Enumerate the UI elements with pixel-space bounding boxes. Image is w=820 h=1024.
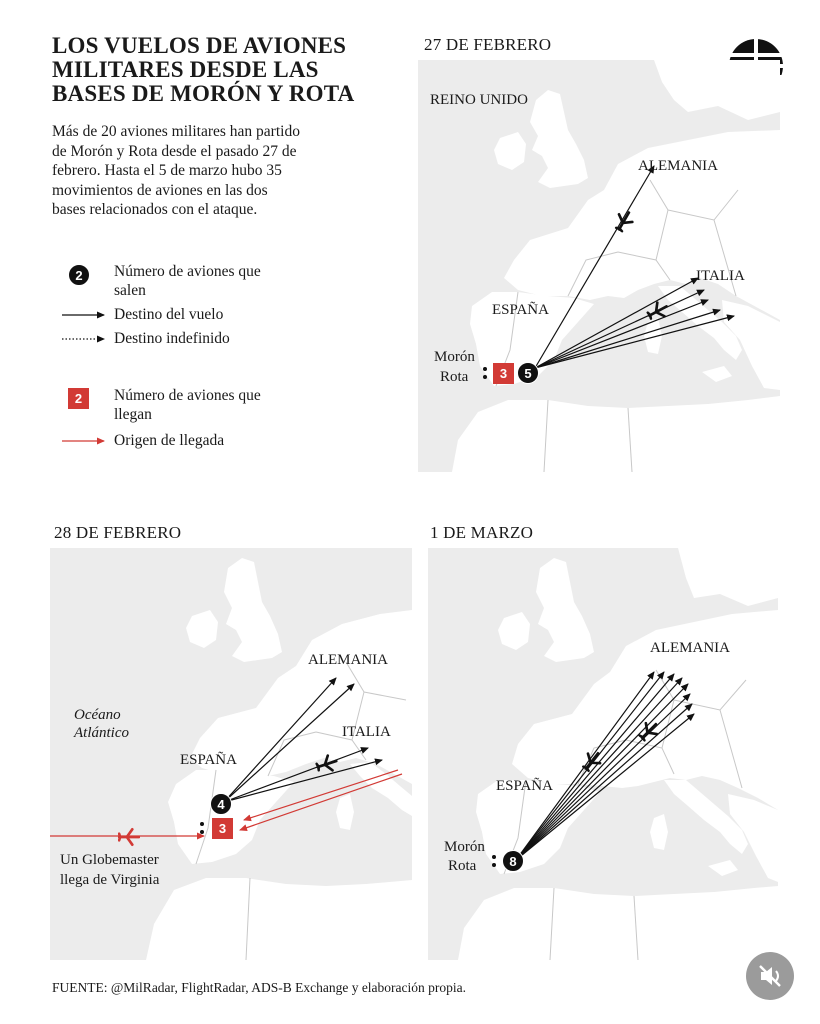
label-spain: ESPAÑA bbox=[492, 302, 549, 318]
map-mar1-title: 1 DE MARZO bbox=[430, 523, 534, 542]
globemaster-note bbox=[60, 850, 159, 890]
departures-count: 8 bbox=[502, 850, 524, 872]
label-moron: Morón bbox=[444, 839, 485, 855]
base-dots-icon bbox=[482, 366, 488, 380]
map-mar1 bbox=[428, 548, 778, 960]
label-spain: ESPAÑA bbox=[180, 752, 237, 768]
legend-undefined-dest-label: Destino indefinido bbox=[114, 330, 230, 347]
globemaster-note-line2: llega de Virginia bbox=[60, 872, 160, 888]
legend-flight-dest-label: Destino del vuelo bbox=[114, 306, 224, 323]
base-dots-icon bbox=[199, 821, 205, 835]
legend-arriving-label: Número de aviones que llegan bbox=[114, 387, 261, 423]
map-mar1-land bbox=[428, 548, 778, 960]
label-moron: Morón bbox=[434, 349, 475, 365]
map-feb27-title: 27 DE FEBRERO bbox=[424, 35, 552, 54]
legend-arriving-square: 2 bbox=[68, 388, 89, 409]
legend-departing-circle: 2 bbox=[68, 264, 90, 286]
speaker-muted-icon bbox=[746, 952, 794, 1000]
mute-button[interactable] bbox=[746, 952, 794, 1000]
dotted-arrow-icon bbox=[62, 333, 106, 345]
label-ocean-line1: Océano bbox=[74, 707, 121, 723]
solid-arrow-icon bbox=[62, 309, 106, 321]
intro-text: Más de 20 aviones militares han partido de Morón y Rota desde el pasado 27 de febrero. Hasta el 5 de marzo hubo 35 movimientos de aviones en las dos bases relacionados con el ataque. bbox=[52, 123, 300, 218]
legend-arrival-origin-label: Origen de llegada bbox=[114, 432, 225, 449]
label-rota: Rota bbox=[440, 369, 469, 385]
label-ocean-line2: Atlántico bbox=[74, 725, 129, 741]
map-feb28-title: 28 DE FEBRERO bbox=[54, 523, 182, 542]
label-italy: ITALIA bbox=[696, 268, 745, 284]
map-feb27 bbox=[418, 60, 780, 472]
label-rota: Rota bbox=[448, 858, 477, 874]
legend-departing-label: Número de aviones que salen bbox=[114, 263, 261, 299]
departures-count: 4 bbox=[210, 793, 232, 815]
label-italy: ITALIA bbox=[342, 724, 391, 740]
label-ocean bbox=[74, 706, 129, 742]
arrivals-count: 3 bbox=[212, 818, 233, 839]
map-feb27-land bbox=[418, 60, 780, 472]
label-germany: ALEMANIA bbox=[638, 158, 718, 174]
globemaster-note-line1: Un Globemaster bbox=[60, 852, 159, 868]
label-germany: ALEMANIA bbox=[308, 652, 388, 668]
label-uk: REINO UNIDO bbox=[430, 92, 528, 108]
red-arrow-icon bbox=[62, 435, 106, 447]
departures-count: 5 bbox=[517, 362, 539, 384]
map-feb28 bbox=[50, 548, 412, 960]
arrivals-count: 3 bbox=[493, 363, 514, 384]
label-germany: ALEMANIA bbox=[650, 640, 730, 656]
source-note: FUENTE: @MilRadar, FlightRadar, ADS-B Exchange y elaboración propia. bbox=[52, 980, 467, 995]
label-spain: ESPAÑA bbox=[496, 778, 553, 794]
page-title: LOS VUELOS DE AVIONES MILITARES DESDE LAS BASES DE MORÓN Y ROTA bbox=[52, 33, 355, 106]
base-dots-icon bbox=[491, 854, 497, 868]
